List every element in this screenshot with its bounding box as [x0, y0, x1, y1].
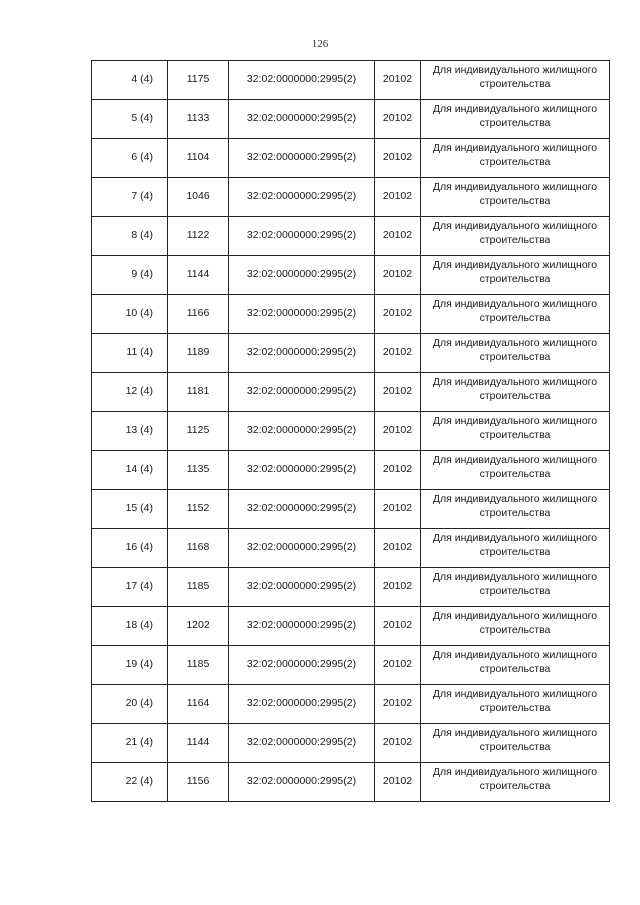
plot-number-cell: 9 (4)	[92, 256, 168, 295]
plot-number-cell: 22 (4)	[92, 763, 168, 802]
table-row	[92, 490, 610, 529]
table-row	[92, 568, 610, 607]
plot-number-cell: 5 (4)	[92, 100, 168, 139]
cadastral-number-cell: 32:02:0000000:2995(2)	[229, 451, 375, 490]
plot-number-cell: 19 (4)	[92, 646, 168, 685]
cadastral-number-cell: 32:02:0000000:2995(2)	[229, 100, 375, 139]
category-code-cell: 20102	[375, 763, 421, 802]
permitted-use-cell: Для индивидуального жилищного строительства	[421, 607, 610, 646]
area-cell: 1181	[168, 373, 229, 412]
permitted-use-cell: Для индивидуального жилищного строительства	[421, 256, 610, 295]
cadastral-number-cell: 32:02:0000000:2995(2)	[229, 373, 375, 412]
table-row	[92, 763, 610, 802]
category-code-cell: 20102	[375, 412, 421, 451]
permitted-use-cell: Для индивидуального жилищного строительства	[421, 61, 610, 100]
plot-number-cell: 10 (4)	[92, 295, 168, 334]
permitted-use-cell: Для индивидуального жилищного строительства	[421, 568, 610, 607]
plot-number-cell: 16 (4)	[92, 529, 168, 568]
cadastral-number-cell: 32:02:0000000:2995(2)	[229, 529, 375, 568]
category-code-cell: 20102	[375, 100, 421, 139]
permitted-use-cell: Для индивидуального жилищного строительства	[421, 100, 610, 139]
cadastral-number-cell: 32:02:0000000:2995(2)	[229, 685, 375, 724]
permitted-use-cell: Для индивидуального жилищного строительства	[421, 724, 610, 763]
cadastral-number-cell: 32:02:0000000:2995(2)	[229, 490, 375, 529]
area-cell: 1185	[168, 568, 229, 607]
plot-number-cell: 7 (4)	[92, 178, 168, 217]
permitted-use-cell: Для индивидуального жилищного строительства	[421, 334, 610, 373]
area-cell: 1185	[168, 646, 229, 685]
category-code-cell: 20102	[375, 61, 421, 100]
area-cell: 1175	[168, 61, 229, 100]
cadastral-number-cell: 32:02:0000000:2995(2)	[229, 217, 375, 256]
permitted-use-cell: Для индивидуального жилищного строительства	[421, 139, 610, 178]
area-cell: 1168	[168, 529, 229, 568]
plot-number-cell: 8 (4)	[92, 217, 168, 256]
plot-number-cell: 4 (4)	[92, 61, 168, 100]
permitted-use-cell: Для индивидуального жилищного строительства	[421, 451, 610, 490]
permitted-use-cell: Для индивидуального жилищного строительства	[421, 295, 610, 334]
table-row	[92, 451, 610, 490]
plot-number-cell: 15 (4)	[92, 490, 168, 529]
cadastral-number-cell: 32:02:0000000:2995(2)	[229, 178, 375, 217]
category-code-cell: 20102	[375, 217, 421, 256]
cadastral-number-cell: 32:02:0000000:2995(2)	[229, 724, 375, 763]
area-cell: 1144	[168, 724, 229, 763]
category-code-cell: 20102	[375, 646, 421, 685]
area-cell: 1189	[168, 334, 229, 373]
area-cell: 1135	[168, 451, 229, 490]
permitted-use-cell: Для индивидуального жилищного строительства	[421, 412, 610, 451]
cadastral-number-cell: 32:02:0000000:2995(2)	[229, 139, 375, 178]
table-row	[92, 685, 610, 724]
cadastral-number-cell: 32:02:0000000:2995(2)	[229, 295, 375, 334]
area-cell: 1202	[168, 607, 229, 646]
plot-number-cell: 21 (4)	[92, 724, 168, 763]
area-cell: 1166	[168, 295, 229, 334]
cadastral-number-cell: 32:02:0000000:2995(2)	[229, 334, 375, 373]
plot-number-cell: 18 (4)	[92, 607, 168, 646]
cadastral-number-cell: 32:02:0000000:2995(2)	[229, 763, 375, 802]
permitted-use-cell: Для индивидуального жилищного строительства	[421, 763, 610, 802]
page-number: 126	[311, 38, 329, 50]
plot-number-cell: 14 (4)	[92, 451, 168, 490]
cadastral-number-cell: 32:02:0000000:2995(2)	[229, 412, 375, 451]
area-cell: 1122	[168, 217, 229, 256]
table-row	[92, 256, 610, 295]
cadastral-number-cell: 32:02:0000000:2995(2)	[229, 61, 375, 100]
category-code-cell: 20102	[375, 451, 421, 490]
area-cell: 1133	[168, 100, 229, 139]
cadastral-number-cell: 32:02:0000000:2995(2)	[229, 256, 375, 295]
permitted-use-cell: Для индивидуального жилищного строительства	[421, 373, 610, 412]
category-code-cell: 20102	[375, 490, 421, 529]
plot-number-cell: 11 (4)	[92, 334, 168, 373]
table-row	[92, 178, 610, 217]
category-code-cell: 20102	[375, 295, 421, 334]
category-code-cell: 20102	[375, 568, 421, 607]
plot-number-cell: 20 (4)	[92, 685, 168, 724]
table-row	[92, 373, 610, 412]
permitted-use-cell: Для индивидуального жилищного строительства	[421, 178, 610, 217]
area-cell: 1144	[168, 256, 229, 295]
cadastral-number-cell: 32:02:0000000:2995(2)	[229, 646, 375, 685]
land-plot-table-body	[92, 61, 610, 802]
area-cell: 1164	[168, 685, 229, 724]
permitted-use-cell: Для индивидуального жилищного строительства	[421, 529, 610, 568]
category-code-cell: 20102	[375, 256, 421, 295]
table-row	[92, 217, 610, 256]
area-cell: 1104	[168, 139, 229, 178]
area-cell: 1152	[168, 490, 229, 529]
cadastral-number-cell: 32:02:0000000:2995(2)	[229, 607, 375, 646]
permitted-use-cell: Для индивидуального жилищного строительства	[421, 685, 610, 724]
category-code-cell: 20102	[375, 685, 421, 724]
category-code-cell: 20102	[375, 178, 421, 217]
plot-number-cell: 12 (4)	[92, 373, 168, 412]
table-row	[92, 61, 610, 100]
cadastral-number-cell: 32:02:0000000:2995(2)	[229, 568, 375, 607]
table-row	[92, 529, 610, 568]
table-row	[92, 724, 610, 763]
table-row	[92, 607, 610, 646]
area-cell: 1156	[168, 763, 229, 802]
land-plot-table	[91, 60, 610, 802]
permitted-use-cell: Для индивидуального жилищного строительства	[421, 217, 610, 256]
table-row	[92, 334, 610, 373]
area-cell: 1046	[168, 178, 229, 217]
permitted-use-cell: Для индивидуального жилищного строительства	[421, 490, 610, 529]
table-row	[92, 295, 610, 334]
table-row	[92, 412, 610, 451]
category-code-cell: 20102	[375, 373, 421, 412]
area-cell: 1125	[168, 412, 229, 451]
category-code-cell: 20102	[375, 607, 421, 646]
category-code-cell: 20102	[375, 334, 421, 373]
plot-number-cell: 17 (4)	[92, 568, 168, 607]
category-code-cell: 20102	[375, 529, 421, 568]
table-row	[92, 100, 610, 139]
table-row	[92, 646, 610, 685]
permitted-use-cell: Для индивидуального жилищного строительства	[421, 646, 610, 685]
category-code-cell: 20102	[375, 724, 421, 763]
category-code-cell: 20102	[375, 139, 421, 178]
plot-number-cell: 6 (4)	[92, 139, 168, 178]
plot-number-cell: 13 (4)	[92, 412, 168, 451]
table-row	[92, 139, 610, 178]
